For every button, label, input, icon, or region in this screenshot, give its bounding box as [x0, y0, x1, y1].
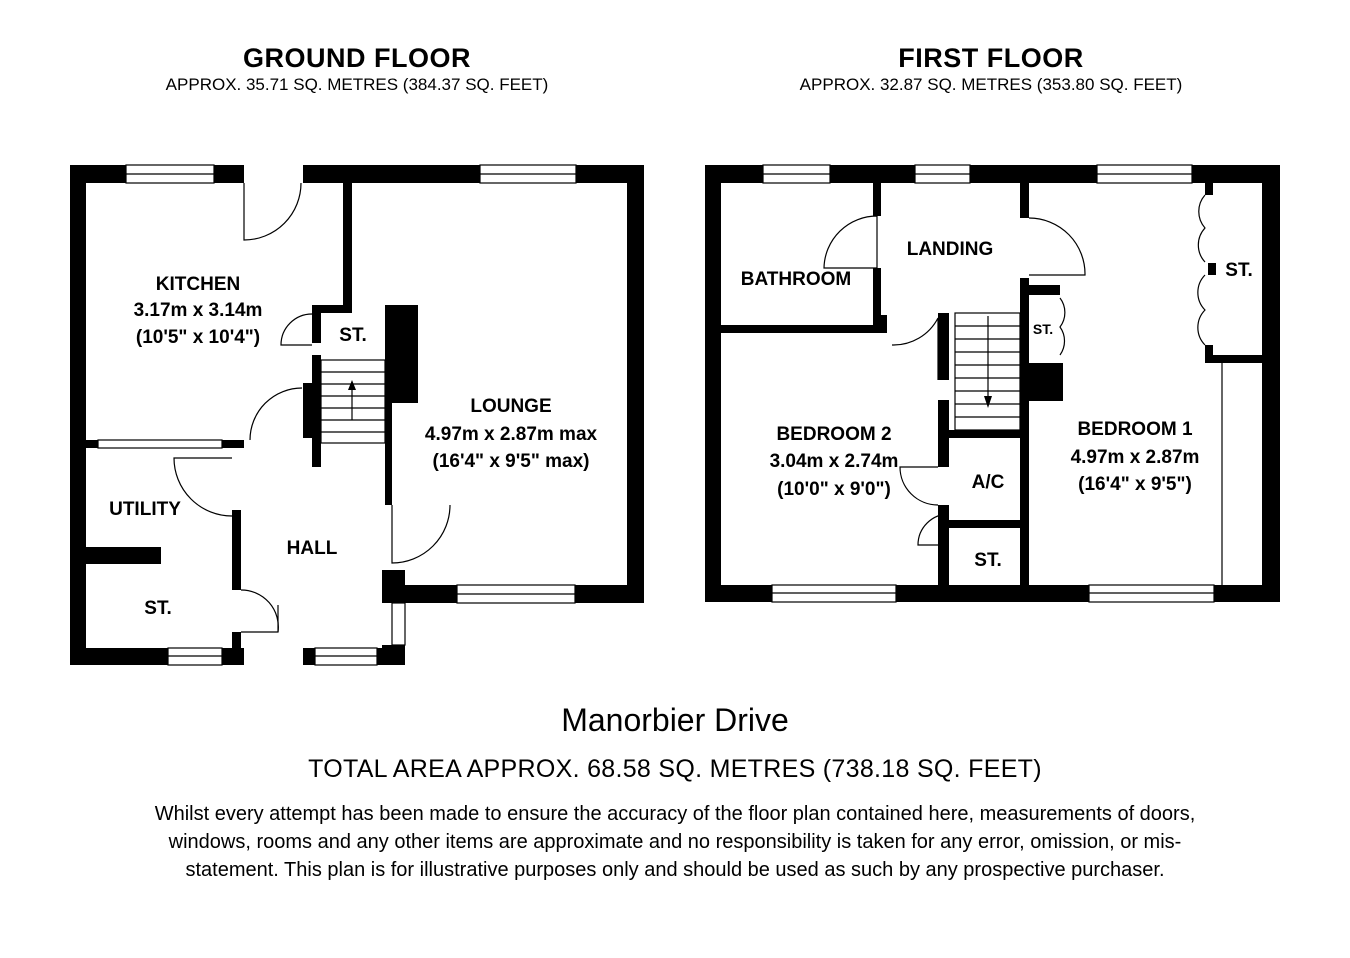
lounge-dimensions-imperial: (16'4" x 9'5" max)	[432, 451, 590, 472]
ground-floor-plan	[70, 165, 644, 665]
bedroom-1-label: BEDROOM 1	[1077, 419, 1193, 440]
wall	[385, 305, 418, 403]
first-floor-area: APPROX. 32.87 SQ. METRES (353.80 SQ. FEET)	[799, 75, 1183, 94]
wall	[1020, 285, 1060, 295]
wall	[303, 383, 312, 438]
stairs-arrow-icon	[348, 380, 356, 390]
bedroom-1-dimensions-imperial: (16'4" x 9'5")	[1078, 474, 1192, 495]
wall	[70, 648, 168, 665]
wall	[222, 440, 244, 448]
bedroom-2-dimensions-metric: 3.04m x 2.74m	[769, 451, 899, 472]
wall	[627, 165, 644, 603]
wall	[1262, 165, 1280, 602]
wall	[705, 165, 763, 183]
bedroom-2-label: BEDROOM 2	[776, 424, 892, 445]
wall	[873, 183, 881, 216]
wall	[214, 165, 244, 183]
wall	[1205, 355, 1262, 363]
wall	[949, 430, 1020, 438]
door	[244, 183, 301, 240]
wall	[377, 648, 405, 665]
door	[281, 314, 312, 345]
door	[1060, 298, 1065, 355]
wall	[312, 305, 321, 343]
wall	[70, 165, 126, 183]
door	[250, 388, 302, 440]
wall	[1020, 278, 1029, 585]
lounge-dimensions-metric: 4.97m x 2.87m max	[424, 424, 598, 445]
door	[392, 505, 450, 563]
ground-floor-title: GROUND FLOOR	[243, 43, 471, 73]
store-label: ST.	[1032, 321, 1054, 337]
wall	[86, 547, 161, 564]
total-area: TOTAL AREA APPROX. 68.58 SQ. METRES (738.18 SQ. FEET)	[308, 755, 1042, 783]
first-floor-title: FIRST FLOOR	[898, 43, 1084, 73]
door	[1029, 218, 1085, 275]
door	[1198, 275, 1205, 345]
door	[1198, 195, 1205, 262]
wall	[873, 268, 881, 330]
store-label: ST.	[144, 598, 172, 619]
door	[241, 590, 278, 632]
bathroom-label: BATHROOM	[740, 269, 852, 290]
wall	[1205, 183, 1213, 195]
wall	[721, 325, 881, 333]
stairs-arrow-icon	[984, 396, 992, 408]
door	[892, 318, 938, 380]
wall	[303, 165, 480, 183]
store-label: ST.	[974, 550, 1002, 571]
wall	[830, 165, 915, 183]
property-name: Manorbier Drive	[561, 702, 789, 738]
wall	[405, 585, 457, 603]
wall	[312, 355, 321, 467]
landing-label: LANDING	[906, 239, 994, 260]
first-floor-plan	[705, 165, 1280, 602]
wall	[575, 585, 644, 603]
door	[900, 467, 938, 505]
store-label: ST.	[339, 325, 367, 346]
airing-cupboard-label: A/C	[971, 472, 1005, 493]
wall	[232, 510, 241, 590]
wall	[938, 400, 949, 467]
wall	[970, 165, 1097, 183]
wall	[938, 313, 949, 380]
disclaimer-text: Whilst every attempt has been made to ensure the accuracy of the floor plan contained here, measurements of doors, windows, rooms and any other items are approximate and no responsibility is taken for any error, omission, or mis-statement. This plan is for illustrative purposes only and should be used as such by any prospective purchaser.	[154, 803, 1196, 881]
window	[98, 440, 222, 448]
lounge-label: LOUNGE	[470, 396, 552, 417]
ground-floor-area: APPROX. 35.71 SQ. METRES (384.37 SQ. FEET)	[165, 75, 549, 94]
wall	[1214, 585, 1280, 602]
wall	[881, 315, 887, 333]
utility-label: UTILITY	[109, 499, 181, 520]
wall	[343, 165, 352, 305]
hall-label: HALL	[286, 538, 338, 559]
wall	[705, 585, 772, 602]
store-label: ST.	[1225, 260, 1253, 281]
wall	[385, 400, 392, 505]
wall	[70, 165, 86, 665]
wall	[382, 570, 405, 603]
plan-footer	[0, 700, 1350, 884]
wall	[949, 520, 1020, 528]
bedroom-1-dimensions-metric: 4.97m x 2.87m	[1070, 447, 1200, 468]
window	[392, 603, 405, 645]
wall	[303, 648, 315, 665]
kitchen-label: KITCHEN	[155, 274, 241, 295]
wall	[1208, 263, 1216, 275]
bedroom-2-dimensions-imperial: (10'0" x 9'0")	[777, 479, 891, 500]
door	[824, 216, 877, 268]
kitchen-dimensions-imperial: (10'5" x 10'4")	[135, 327, 261, 348]
wall	[705, 165, 721, 602]
door	[174, 458, 232, 516]
kitchen-dimensions-metric: 3.17m x 3.14m	[133, 300, 263, 321]
wall	[896, 585, 1089, 602]
wall	[1020, 183, 1029, 218]
wall	[86, 440, 98, 448]
wall	[1029, 363, 1063, 401]
wall	[232, 632, 241, 665]
